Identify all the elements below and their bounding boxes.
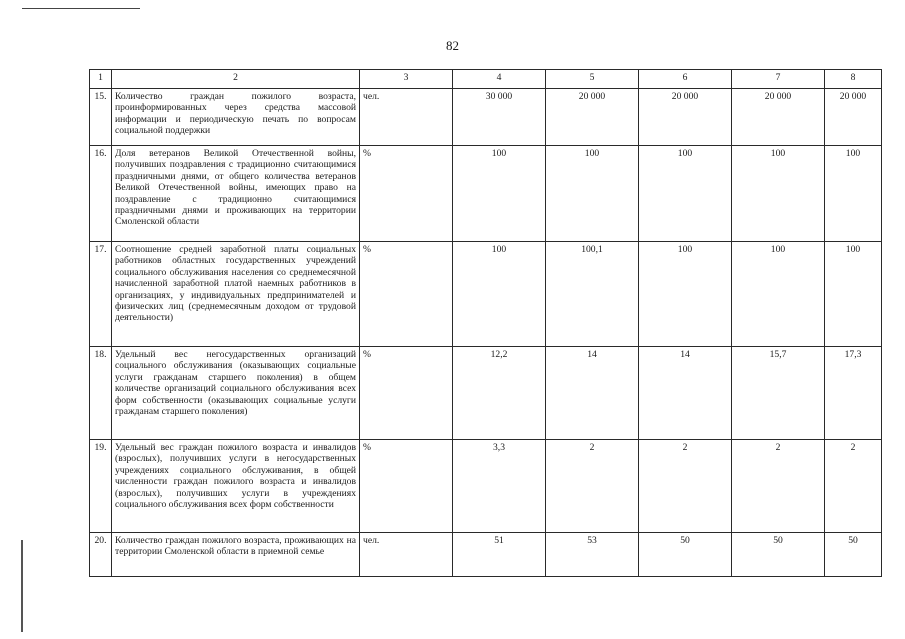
value-cell: 100 xyxy=(453,242,546,347)
value-cell: 100 xyxy=(732,146,825,242)
row-number: 19. xyxy=(90,440,112,533)
row-number: 15. xyxy=(90,89,112,146)
value-cell: 100 xyxy=(732,242,825,347)
unit-cell: % xyxy=(360,440,453,533)
value-cell: 100 xyxy=(546,146,639,242)
header-cell: 1 xyxy=(90,70,112,89)
indicator-name: Удельный вес граждан пожилого возраста и инвалидов (взрослых), получивших услуги в негосударственных учреждениях социального обслуживания, в общей численности граждан пожилого возраста и инвалидов (взрослых), получивших услуги в учреждениях социального обслуживания всех форм собственности xyxy=(112,440,360,533)
unit-cell: % xyxy=(360,146,453,242)
row-number: 17. xyxy=(90,242,112,347)
header-cell: 2 xyxy=(112,70,360,89)
value-cell: 2 xyxy=(639,440,732,533)
value-cell: 2 xyxy=(546,440,639,533)
value-cell: 50 xyxy=(732,533,825,577)
row-number: 18. xyxy=(90,347,112,440)
indicator-name: Доля ветеранов Великой Отечественной войны, получивших поздравления с традиционно считающимися праздничными днями, от общего количества ветеранов Великой Отечественной войны, имеющих право на поздравление с традиционно считающимися праздничными днями и проживающих на территории Смоленской области xyxy=(112,146,360,242)
indicator-name: Соотношение средней заработной платы социальных работников областных государственных учреждений социального обслуживания населения со среднемесячной начисленной заработной платой наемных работников в организациях, у индивидуальных предпринимателей и физических лиц (среднемесячным доходом от трудовой деятельности) xyxy=(112,242,360,347)
table-row xyxy=(90,146,882,242)
value-cell: 2 xyxy=(732,440,825,533)
value-cell: 100 xyxy=(825,146,882,242)
value-cell: 12,2 xyxy=(453,347,546,440)
value-cell: 50 xyxy=(639,533,732,577)
value-cell: 50 xyxy=(825,533,882,577)
header-cell: 5 xyxy=(546,70,639,89)
header-cell: 8 xyxy=(825,70,882,89)
value-cell: 17,3 xyxy=(825,347,882,440)
header-cell: 4 xyxy=(453,70,546,89)
unit-cell: % xyxy=(360,347,453,440)
value-cell: 3,3 xyxy=(453,440,546,533)
table-row xyxy=(90,242,882,347)
value-cell: 100,1 xyxy=(546,242,639,347)
indicator-name: Количество граждан пожилого возраста, проинформированных через средства массовой информации и периодическую печать по вопросам социальной поддержки xyxy=(112,89,360,146)
value-cell: 20 000 xyxy=(546,89,639,146)
value-cell: 100 xyxy=(639,242,732,347)
header-cell: 7 xyxy=(732,70,825,89)
value-cell: 2 xyxy=(825,440,882,533)
unit-cell: чел. xyxy=(360,89,453,146)
unit-cell: чел. xyxy=(360,533,453,577)
value-cell: 51 xyxy=(453,533,546,577)
value-cell: 15,7 xyxy=(732,347,825,440)
indicator-name: Количество граждан пожилого возраста, проживающих на территории Смоленской области в приемной семье xyxy=(112,533,360,577)
value-cell: 100 xyxy=(453,146,546,242)
table-row xyxy=(90,533,882,577)
unit-cell: % xyxy=(360,242,453,347)
scan-edge-line xyxy=(22,8,140,9)
indicator-name: Удельный вес негосударственных организаций социального обслуживания (оказывающих социальные услуги гражданам старшего поколения) в общем количестве организаций социального обслуживания всех форм собственности (оказывающих социальные услуги гражданам старшего поколения) xyxy=(112,347,360,440)
indicators-table xyxy=(89,69,882,577)
value-cell: 20 000 xyxy=(639,89,732,146)
value-cell: 30 000 xyxy=(453,89,546,146)
header-cell: 6 xyxy=(639,70,732,89)
scan-margin-line xyxy=(21,540,23,632)
value-cell: 20 000 xyxy=(732,89,825,146)
row-number: 20. xyxy=(90,533,112,577)
value-cell: 100 xyxy=(639,146,732,242)
value-cell: 14 xyxy=(639,347,732,440)
value-cell: 20 000 xyxy=(825,89,882,146)
table-row xyxy=(90,440,882,533)
table-row xyxy=(90,89,882,146)
table-row xyxy=(90,347,882,440)
value-cell: 14 xyxy=(546,347,639,440)
value-cell: 100 xyxy=(825,242,882,347)
page-number: 82 xyxy=(446,38,459,53)
value-cell: 53 xyxy=(546,533,639,577)
row-number: 16. xyxy=(90,146,112,242)
header-cell: 3 xyxy=(360,70,453,89)
table-header-row xyxy=(90,70,882,89)
